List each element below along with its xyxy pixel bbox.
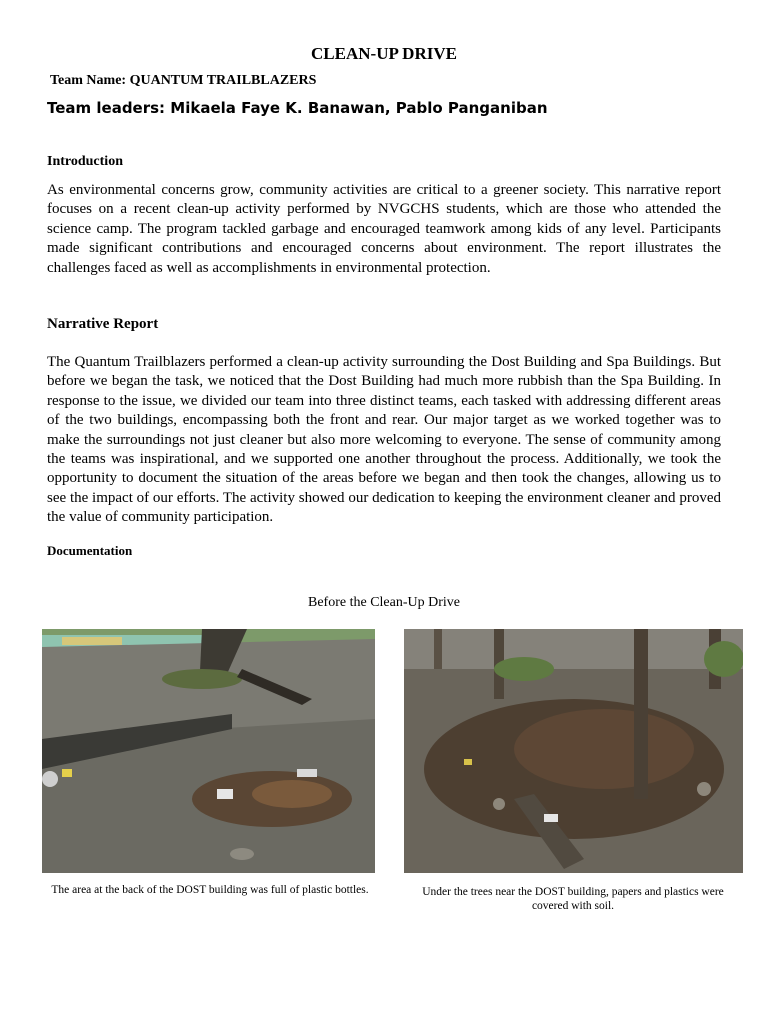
team-name: Team Name: QUANTUM TRAILBLAZERS bbox=[50, 73, 317, 88]
photo-under-trees-near-dost-building bbox=[404, 629, 743, 873]
introduction-paragraph: As environmental concerns grow, community activities are critical to a greener society. This narrative report focuses on a recent clean-up activity performed by NVGCHS students, which are those who attended the science camp. The program tackled garbage and encouraged teamwork among kids of any level. Participants made significant contributions and encouraged concerns about environment. The report illustrates the challenges faced as well as accomplishments in environmental protection. bbox=[47, 182, 721, 276]
document-title: CLEAN-UP DRIVE bbox=[311, 44, 457, 63]
narrative-paragraph: The Quantum Trailblazers performed a clean-up activity surrounding the Dost Building and Spa Buildings. But before we began the task, we noticed that the Dost Building had much more rubbish than the Spa Building. In response to the issue, we divided our team into three distinct teams, each tasked with addressing different areas of the two buildings, encompassing both the front and rear. Our major target as we worked together was to make the surroundings not just cleaner but also more welcoming to everyone. The sense of community among the teams was inspirational, and we supported one another throughout the process. Additionally, we took the opportunity to document the situation of the areas before we began and then took the changes, allowing us to see the impact of our efforts. The activity showed our dedication to keeping the environment cleaner and proved the value of community participation. bbox=[47, 354, 721, 526]
documentation-subheading: Before the Clean-Up Drive bbox=[308, 595, 460, 610]
documentation-heading: Documentation bbox=[47, 543, 133, 558]
photo-caption: Under the trees near the DOST building, papers and plastics were covered with soil. bbox=[422, 886, 724, 912]
photo-caption: The area at the back of the DOST building was full of plastic bottles. bbox=[51, 884, 369, 896]
introduction-heading: Introduction bbox=[47, 154, 123, 169]
photo-back-of-dost-building bbox=[42, 629, 375, 873]
team-leaders: Team leaders: Mikaela Faye K. Banawan, Pablo Panganiban bbox=[47, 99, 548, 117]
narrative-heading: Narrative Report bbox=[47, 316, 159, 332]
